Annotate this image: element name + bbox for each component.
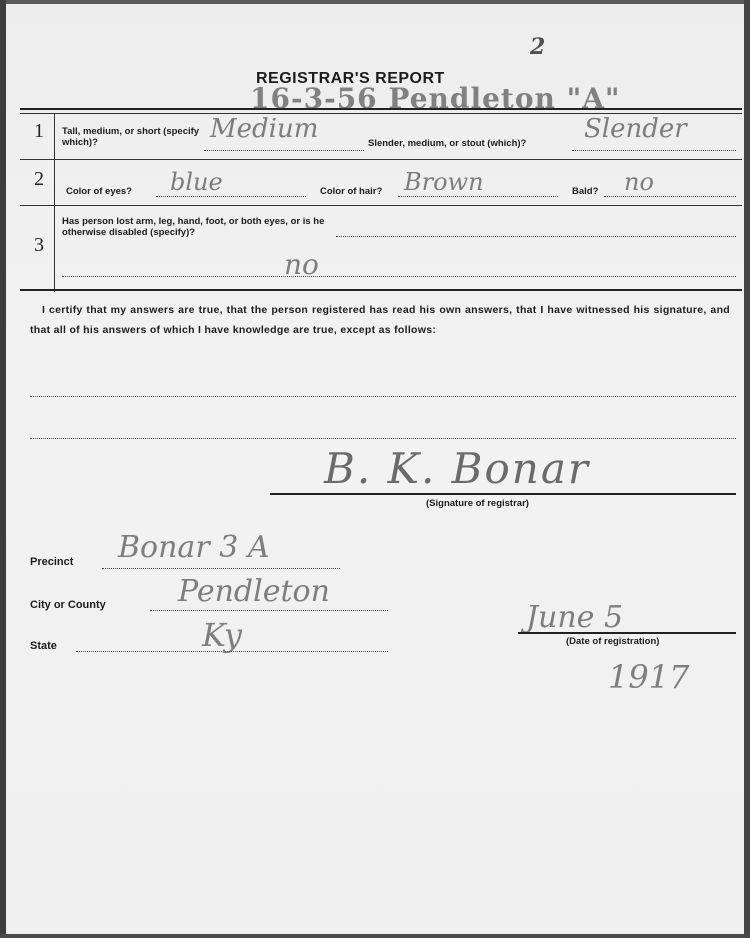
scan-edge-bottom xyxy=(0,934,750,938)
row-number-column-divider xyxy=(54,114,55,292)
hair-color-label: Color of hair? xyxy=(320,186,383,197)
precinct-value: Bonar 3 A xyxy=(118,530,270,565)
height-dotted-line xyxy=(204,150,364,151)
build-label: Slender, medium, or stout (which)? xyxy=(368,138,527,149)
row-1-divider xyxy=(20,159,742,160)
page-mark: 2 xyxy=(530,34,546,60)
disability-dotted-line-2 xyxy=(62,276,736,277)
row-2-divider xyxy=(20,205,742,206)
height-value: Medium xyxy=(210,114,319,144)
registration-stamp: 16-3-56 Pendleton "A" xyxy=(250,82,621,115)
row-2-number: 2 xyxy=(34,168,44,190)
row-1-number: 1 xyxy=(34,120,44,142)
table-bottom-rule xyxy=(20,289,742,291)
registrar-report-card xyxy=(6,4,744,934)
signature-caption: (Signature of registrar) xyxy=(426,498,529,509)
top-rule xyxy=(20,108,742,110)
eye-color-dotted-line xyxy=(156,196,306,197)
state-value: Ky xyxy=(202,616,242,654)
certification-text: I certify that my answers are true, that the person registered has read his own answers, that I have witnessed his signature, and that all of his answers of which I have knowledge are true, except as follows: xyxy=(30,304,730,336)
scan-edge-right xyxy=(744,0,750,938)
disability-value: no xyxy=(284,248,319,281)
bald-label: Bald? xyxy=(572,186,599,197)
precinct-dotted-line xyxy=(102,568,340,569)
exceptions-line-1 xyxy=(30,396,736,397)
build-value: Slender xyxy=(584,114,687,144)
disability-label: Has person lost arm, leg, hand, foot, or both eyes, or is he otherwise disabled (specify)? xyxy=(62,216,325,238)
height-label: Tall, medium, or short (specify which)? xyxy=(62,126,200,148)
hair-color-dotted-line xyxy=(398,196,558,197)
city-county-dotted-line xyxy=(150,610,388,611)
date-caption: (Date of registration) xyxy=(566,636,660,647)
disability-dotted-line-1 xyxy=(336,236,736,237)
eye-color-value: blue xyxy=(170,168,223,196)
registration-date-value: June 5 xyxy=(526,600,624,635)
hair-color-value: Brown xyxy=(404,168,484,196)
city-county-label: City or County xyxy=(30,599,106,611)
registrar-signature: B. K. Bonar xyxy=(324,444,590,493)
bald-value: no xyxy=(624,168,654,196)
signature-line xyxy=(270,493,736,495)
city-county-value: Pendleton xyxy=(178,574,330,609)
row-3-number: 3 xyxy=(34,234,44,256)
eye-color-label: Color of eyes? xyxy=(66,186,132,197)
registration-year-value: 1917 xyxy=(608,658,690,696)
bald-dotted-line xyxy=(604,196,736,197)
build-dotted-line xyxy=(572,150,736,151)
exceptions-line-2 xyxy=(30,438,736,439)
state-label: State xyxy=(30,640,57,652)
report-title: REGISTRAR'S REPORT xyxy=(256,70,445,87)
precinct-label: Precinct xyxy=(30,556,74,568)
date-line xyxy=(518,632,736,634)
